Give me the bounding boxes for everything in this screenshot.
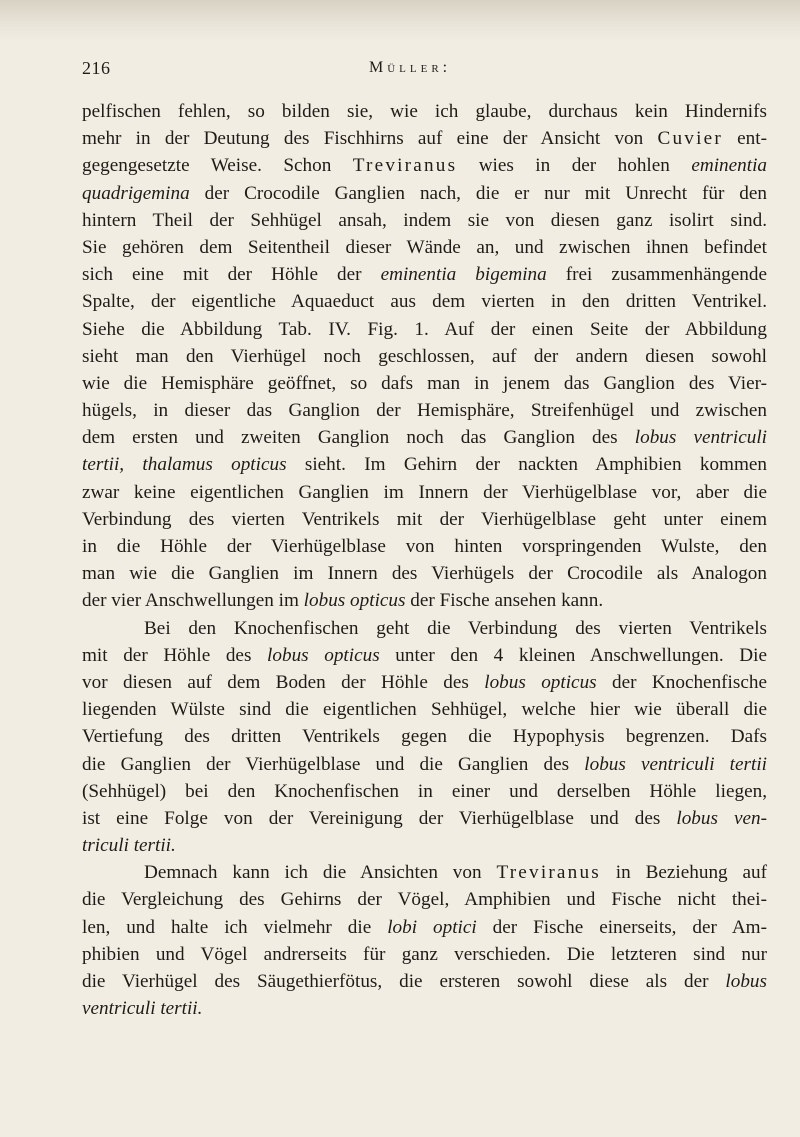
text-run: hügels, in dieser das Ganglion der Hemisphäre, Streifenhügel und zwischen	[82, 400, 767, 422]
text-run: wies in der hohlen	[457, 155, 692, 177]
text-run: sich eine mit der Höhle der	[82, 264, 381, 286]
text-run: ent-	[722, 128, 767, 150]
text-line	[82, 968, 767, 995]
text-run: gegengesetzte Weise. Schon	[82, 155, 353, 177]
text-run: vor diesen auf dem Boden der Höhle des	[82, 671, 485, 693]
text-line	[82, 424, 767, 451]
text-run: Siehe die Abbildung Tab. IV. Fig. 1. Auf der einen Seite der Abbildung	[82, 318, 767, 340]
text-line	[82, 751, 767, 778]
text-line	[82, 397, 767, 424]
text-run: wie die Hemisphäre geöffnet, so dafs man in jenem das Ganglion des Vier-	[82, 372, 767, 394]
text-run: die Vierhügel des Säugethierfötus, die ersteren sowohl diese als der	[82, 971, 726, 992]
text-line	[82, 533, 767, 560]
author-name: Treviranus	[496, 862, 601, 884]
text-run: sieht man den Vierhügel noch geschlossen, auf der andern diesen sowohl	[82, 345, 767, 367]
text-line	[82, 941, 767, 968]
italic-term: lobi optici	[387, 916, 477, 938]
text-line	[82, 370, 767, 397]
page-top-shadow	[0, 0, 800, 42]
text-run: sieht. Im Gehirn der nackten Amphibien kommen	[286, 454, 768, 476]
author-name: Cuvier	[657, 128, 723, 150]
text-run: die Ganglien der Vierhügelblase und die Ganglien des	[82, 753, 585, 775]
italic-term: triculi tertii.	[82, 835, 176, 857]
text-run: mit der Höhle des	[82, 644, 268, 666]
text-run: der vier Anschwellungen im	[82, 590, 304, 612]
text-run: zwar keine eigentlichen Ganglien im Innern der Vierhügelblase vor, aber die	[82, 481, 767, 503]
italic-term: lobus ven-	[676, 807, 767, 829]
text-line	[82, 859, 767, 886]
text-run: Sie gehören dem Seitentheil dieser Wände an, und zwischen ihnen befindet	[82, 236, 767, 258]
running-head	[82, 58, 718, 86]
text-line	[82, 723, 767, 750]
text-run: in die Höhle der Vierhügelblase von hinten vorspringenden Wulste, den	[82, 536, 767, 557]
text-line	[82, 560, 767, 587]
text-run: die Vergleichung des Gehirns der Vögel, Amphibien und Fische nicht thei-	[82, 889, 767, 911]
text-run: unter den 4 kleinen Anschwellungen. Die	[379, 644, 768, 666]
text-line	[82, 451, 767, 478]
text-line	[82, 615, 767, 642]
text-run: Demnach kann ich die Ansichten von	[144, 862, 497, 884]
text-run: (Sehhügel) bei den Knochenfischen in einer und derselben Höhle liegen,	[82, 780, 767, 802]
text-run: ist eine Folge von der Vereinigung der Vierhügelblase und des	[82, 807, 677, 829]
text-line	[82, 234, 767, 261]
text-line	[82, 832, 767, 859]
text-run: in Beziehung auf	[600, 862, 768, 884]
text-line	[82, 642, 767, 669]
text-line	[82, 669, 767, 696]
text-line	[82, 152, 767, 179]
text-run: liegenden Wülste sind die eigentlichen Sehhügel, welche hier wie überall die	[82, 699, 767, 721]
italic-term: tertii, thalamus opticus	[82, 454, 287, 476]
text-run: pelfischen fehlen, so bilden sie, wie ich glaube, durchaus kein Hindernifs	[82, 101, 767, 122]
text-line	[82, 886, 767, 913]
text-line	[82, 316, 767, 343]
text-run: len, und halte ich vielmehr die	[82, 916, 388, 938]
text-line	[82, 805, 767, 832]
text-line	[82, 778, 767, 805]
italic-term: eminentia bigemina	[380, 264, 547, 286]
italic-term: ventriculi tertii.	[82, 998, 203, 1020]
italic-term: lobus ventriculi	[634, 427, 768, 449]
italic-term: lobus opticus	[484, 671, 597, 693]
text-run: der Crocodile Ganglien nach, die er nur mit Unrecht für den	[189, 182, 767, 204]
text-run: mehr in der Deutung des Fischhirns auf eine der Ansicht von	[82, 128, 658, 150]
italic-term: eminentia	[691, 155, 767, 177]
text-run: der Knochenfische	[596, 671, 767, 693]
italic-term: lobus opticus	[267, 644, 380, 666]
text-run: hintern Theil der Sehhügel ansah, indem sie von diesen ganz isolirt sind.	[82, 209, 767, 231]
text-run: der Fische einerseits, der Am-	[476, 916, 767, 938]
text-run: phibien und Vögel andrerseits für ganz verschieden. Die letzteren sind nur	[82, 943, 767, 965]
text-line	[82, 343, 767, 370]
text-run: der Fische ansehen kann.	[405, 590, 604, 612]
italic-term: lobus opticus	[303, 590, 406, 612]
text-line	[82, 479, 767, 506]
text-run: Verbindung des vierten Ventrikels mit der Vierhügelblase geht unter einem	[82, 508, 767, 530]
text-run: Spalte, der eigentliche Aquaeduct aus dem vierten in den dritten Ventrikel.	[82, 291, 767, 313]
text-line	[82, 207, 767, 234]
text-run: dem ersten und zweiten Ganglion noch das Ganglion des	[82, 427, 635, 449]
text-line	[82, 98, 767, 125]
page-number: 216	[82, 58, 111, 78]
text-run: frei zusammenhängende	[546, 264, 767, 286]
italic-term: lobus ventriculi tertii	[584, 753, 767, 775]
text-line	[82, 261, 767, 288]
text-line	[82, 288, 767, 315]
running-title: Müller:	[369, 59, 452, 76]
text-run: man wie die Ganglien im Innern des Vierhügels der Crocodile als Analogon	[82, 563, 767, 585]
author-name: Treviranus	[352, 155, 458, 177]
text-line	[82, 506, 767, 533]
text-line	[82, 180, 767, 207]
text-run: Vertiefung des dritten Ventrikels gegen die Hypophysis begrenzen. Dafs	[82, 726, 767, 748]
text-run: Bei den Knochenfischen geht die Verbindung des vierten Ventrikels	[144, 617, 767, 639]
italic-term: quadrigemina	[82, 182, 190, 204]
text-line	[82, 587, 767, 614]
italic-term: lobus	[725, 971, 767, 992]
text-line	[82, 696, 767, 723]
text-line	[82, 995, 767, 1022]
text-line	[82, 125, 767, 152]
body-text	[82, 98, 767, 1022]
text-line	[82, 914, 767, 941]
